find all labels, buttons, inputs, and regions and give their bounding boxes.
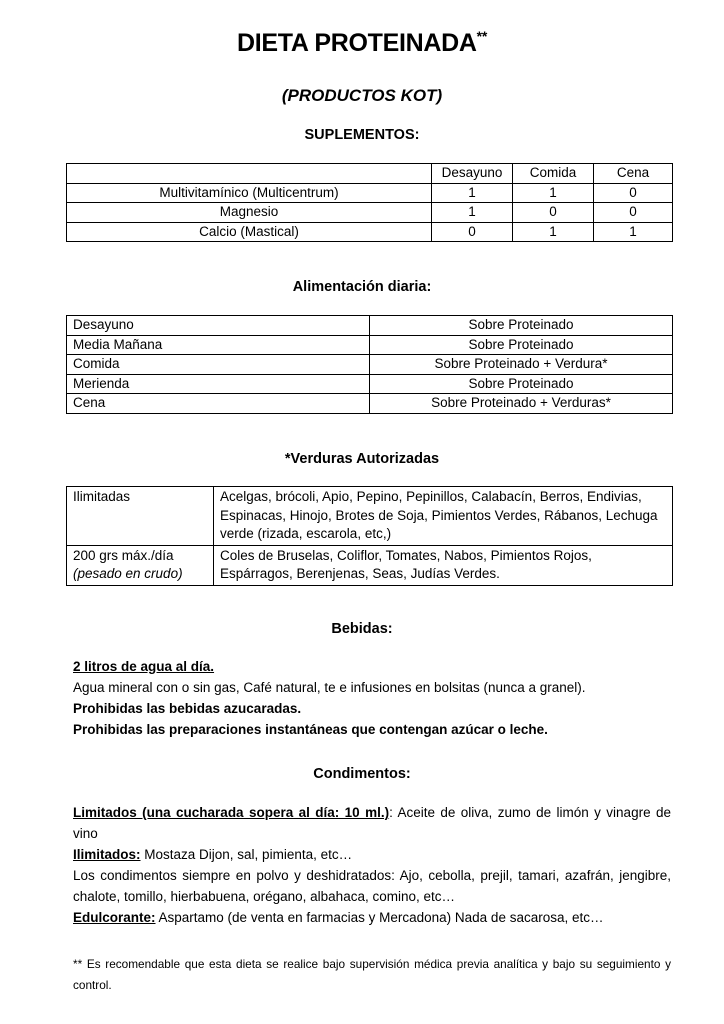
limitados-label: Limitados (una cucharada sopera al día: 10 ml.) bbox=[73, 805, 390, 820]
table-cell-label bbox=[67, 545, 214, 585]
condimentos-ilimitados bbox=[73, 844, 671, 865]
condimentos-edulcorante bbox=[73, 907, 671, 928]
verduras-label: 200 grs máx./día bbox=[73, 547, 174, 563]
table-cell: 0 bbox=[594, 183, 673, 203]
table-cell: Sobre Proteinado + Verduras* bbox=[370, 394, 673, 414]
table-cell: 1 bbox=[513, 183, 594, 203]
table-header-cell: Comida bbox=[513, 164, 594, 184]
title-marks: ** bbox=[476, 28, 487, 44]
table-cell: Coles de Bruselas, Coliflor, Tomates, Nabos, Pimientos Rojos, Espárragos, Berenjenas, Seas, Judías Verdes. bbox=[214, 545, 673, 585]
edulcorante-label: Edulcorante: bbox=[73, 910, 156, 925]
table-cell: 0 bbox=[432, 222, 513, 242]
suplementos-table bbox=[66, 163, 673, 242]
table-row bbox=[67, 335, 673, 355]
condimentos-limitados bbox=[73, 802, 671, 844]
table-cell: Sobre Proteinado bbox=[370, 374, 673, 394]
table-cell: Acelgas, brócoli, Apio, Pepino, Pepinillos, Calabacín, Berros, Endivias, Espinacas, Hinojo, Brotes de Soja, Pimientos Verdes, Rábanos, Lechuga verde (rizada, escarola, etc,) bbox=[214, 487, 673, 546]
table-cell: 1 bbox=[432, 203, 513, 223]
table-cell: 0 bbox=[513, 203, 594, 223]
table-row bbox=[67, 183, 673, 203]
footnote: ** Es recomendable que esta dieta se realice bajo supervisión médica previa analítica y bajo su seguimiento y control. bbox=[73, 957, 671, 992]
table-cell: Sobre Proteinado bbox=[370, 316, 673, 336]
table-row bbox=[67, 222, 673, 242]
table-header-cell: Desayuno bbox=[432, 164, 513, 184]
table-row bbox=[67, 394, 673, 414]
table-cell: Media Mañana bbox=[67, 335, 370, 355]
table-cell-label bbox=[67, 487, 214, 546]
table-row bbox=[67, 545, 673, 585]
page-subtitle: (PRODUCTOS KOT) bbox=[281, 86, 443, 105]
table-cell: Desayuno bbox=[67, 316, 370, 336]
verduras-label: Ilimitadas bbox=[73, 489, 131, 504]
bebidas-line-agua: 2 litros de agua al día. bbox=[73, 659, 215, 674]
table-header-cell: Cena bbox=[594, 164, 673, 184]
bebidas-line-instantaneas: Prohibidas las preparaciones instantáneas que contengan azúcar o leche. bbox=[73, 722, 548, 737]
table-cell: Comida bbox=[67, 355, 370, 375]
condimentos-heading: Condimentos: bbox=[313, 766, 411, 782]
table-header-cell bbox=[67, 164, 432, 184]
table-row bbox=[67, 203, 673, 223]
edulcorante-text: Aspartamo (de venta en farmacias y Mercadona) Nada de sacarosa, etc… bbox=[155, 910, 604, 925]
bebidas-line-azucaradas: Prohibidas las bebidas azucaradas. bbox=[73, 701, 302, 716]
bebidas-heading: Bebidas: bbox=[331, 621, 393, 637]
alimentacion-table bbox=[66, 315, 673, 414]
bebidas-line-permitidas: Agua mineral con o sin gas, Café natural, te e infusiones en bolsitas (nunca a granel). bbox=[73, 680, 586, 695]
table-header-row bbox=[67, 164, 673, 184]
title-text: DIETA PROTEINADA bbox=[237, 29, 477, 57]
table-cell: Multivitamínico (Multicentrum) bbox=[67, 183, 432, 203]
suplementos-heading: SUPLEMENTOS: bbox=[304, 127, 420, 143]
condimentos-polvo: Los condimentos siempre en polvo y deshidratados: Ajo, cebolla, prejil, tamari, azafrán, jengibre, chalote, tomillo, hierbabuena, orégano, albahaca, comino, etc… bbox=[73, 868, 671, 904]
verduras-heading: *Verduras Autorizadas bbox=[284, 451, 440, 467]
table-cell: Merienda bbox=[67, 374, 370, 394]
table-row bbox=[67, 355, 673, 375]
ilimitados-label: Ilimitados: bbox=[73, 847, 141, 862]
table-cell: Sobre Proteinado bbox=[370, 335, 673, 355]
table-cell: Calcio (Mastical) bbox=[67, 222, 432, 242]
bebidas-block bbox=[73, 656, 671, 740]
verduras-table bbox=[66, 486, 673, 586]
table-cell: Sobre Proteinado + Verdura* bbox=[370, 355, 673, 375]
table-cell: Magnesio bbox=[67, 203, 432, 223]
table-row bbox=[67, 374, 673, 394]
ilimitados-text: Mostaza Dijon, sal, pimienta, etc… bbox=[140, 847, 353, 862]
verduras-sublabel: (pesado en crudo) bbox=[73, 566, 183, 581]
table-cell: Cena bbox=[67, 394, 370, 414]
limitados-text: : Aceite de oliva, zumo de limón y vinagre de vino bbox=[73, 805, 671, 841]
table-cell: 1 bbox=[513, 222, 594, 242]
alimentacion-heading: Alimentación diaria: bbox=[292, 279, 432, 295]
condimentos-block bbox=[73, 802, 671, 928]
page-title bbox=[0, 28, 724, 58]
table-row bbox=[67, 487, 673, 546]
table-cell: 1 bbox=[432, 183, 513, 203]
table-cell: 0 bbox=[594, 203, 673, 223]
table-row bbox=[67, 316, 673, 336]
table-cell: 1 bbox=[594, 222, 673, 242]
